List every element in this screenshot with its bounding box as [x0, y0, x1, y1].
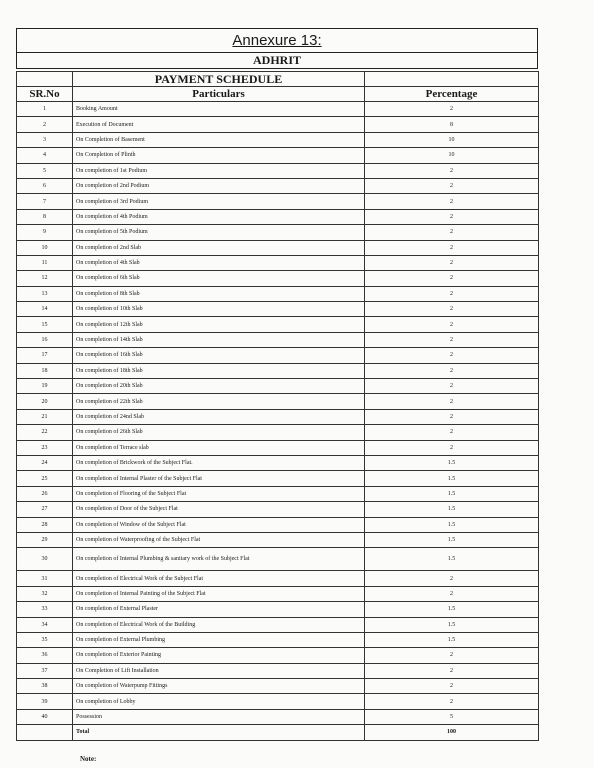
row-particular: On completion of 14th Slab: [73, 332, 365, 347]
row-sr-no: 36: [17, 648, 73, 663]
row-sr-no: 21: [17, 409, 73, 424]
row-particular: On completion of 20th Slab: [73, 379, 365, 394]
row-sr-no: 12: [17, 271, 73, 286]
row-particular: On completion of 4th Slab: [73, 255, 365, 270]
row-percentage: 2: [365, 694, 539, 709]
row-percentage: 2: [365, 225, 539, 240]
row-sr-no: 10: [17, 240, 73, 255]
table-row: [17, 440, 539, 455]
row-particular: On completion of 24nd Slab: [73, 409, 365, 424]
row-percentage: 2: [365, 240, 539, 255]
row-sr-no: 40: [17, 709, 73, 724]
row-percentage: 1.5: [365, 602, 539, 617]
row-particular: On completion of Door of the Subject Flat: [73, 502, 365, 517]
row-percentage: 2: [365, 271, 539, 286]
note-label: Note:: [80, 755, 97, 763]
row-sr-no: 33: [17, 602, 73, 617]
row-percentage: 1.5: [365, 517, 539, 532]
row-particular: On completion of 6th Slab: [73, 271, 365, 286]
row-percentage: 1.5: [365, 617, 539, 632]
row-percentage: 2: [365, 586, 539, 601]
table-row: [17, 571, 539, 586]
row-sr-no: 35: [17, 632, 73, 647]
table-row: [17, 679, 539, 694]
row-sr-no: 15: [17, 317, 73, 332]
table-row: [17, 332, 539, 347]
table-row: [17, 586, 539, 601]
row-particular: On completion of 18th Slab: [73, 363, 365, 378]
row-particular: On Completion of Lift Installation: [73, 663, 365, 678]
row-percentage: 5: [365, 709, 539, 724]
header-sr-no: SR.No: [17, 87, 73, 102]
row-sr-no: 13: [17, 286, 73, 301]
row-sr-no: 22: [17, 425, 73, 440]
table-row: [17, 532, 539, 547]
row-percentage: 1.5: [365, 632, 539, 647]
row-sr-no: 28: [17, 517, 73, 532]
row-sr-no: 24: [17, 455, 73, 470]
row-percentage: 8: [365, 117, 539, 132]
table-row: [17, 348, 539, 363]
row-particular: On completion of 1st Podium: [73, 163, 365, 178]
row-particular: On completion of 12th Slab: [73, 317, 365, 332]
row-particular: On completion of 5th Podium: [73, 225, 365, 240]
table-row: [17, 471, 539, 486]
row-particular: On completion of External Plumbing: [73, 632, 365, 647]
table-row: [17, 286, 539, 301]
table-row: [17, 117, 539, 132]
table-row: [17, 363, 539, 378]
total-label: Total: [73, 725, 365, 740]
row-percentage: 2: [365, 178, 539, 193]
table-row: [17, 694, 539, 709]
row-sr-no: 1: [17, 102, 73, 117]
table-row: [17, 178, 539, 193]
table-row: [17, 409, 539, 424]
row-percentage: 2: [365, 440, 539, 455]
row-percentage: 2: [365, 332, 539, 347]
row-sr-no: 37: [17, 663, 73, 678]
row-sr-no: 9: [17, 225, 73, 240]
row-sr-no: 4: [17, 148, 73, 163]
table-row: [17, 648, 539, 663]
table-row: [17, 394, 539, 409]
row-particular: On completion of 4th Podium: [73, 209, 365, 224]
row-sr-no: 39: [17, 694, 73, 709]
row-percentage: 1.5: [365, 486, 539, 501]
row-sr-no: 38: [17, 679, 73, 694]
row-sr-no: 27: [17, 502, 73, 517]
table-row: [17, 317, 539, 332]
row-sr-no: 19: [17, 379, 73, 394]
row-particular: On completion of 3rd Podium: [73, 194, 365, 209]
row-particular: On completion of Waterproofing of the Subject Flat: [73, 532, 365, 547]
schedule-rows: [17, 102, 539, 725]
table-row: [17, 502, 539, 517]
row-percentage: 10: [365, 148, 539, 163]
row-percentage: 2: [365, 363, 539, 378]
row-particular: On completion of Electrical Work of the Subject Flat: [73, 571, 365, 586]
row-sr-no: 16: [17, 332, 73, 347]
row-sr-no: 30: [17, 548, 73, 571]
row-sr-no: 7: [17, 194, 73, 209]
payment-schedule-table: [16, 71, 539, 741]
row-particular: On completion of Internal Plaster of the Subject Flat: [73, 471, 365, 486]
table-row: [17, 517, 539, 532]
company-name: ADHRIT: [16, 53, 538, 69]
row-percentage: 2: [365, 194, 539, 209]
table-row: [17, 209, 539, 224]
table-row: [17, 455, 539, 470]
row-percentage: 1.5: [365, 502, 539, 517]
row-percentage: 2: [365, 255, 539, 270]
row-percentage: 1.5: [365, 548, 539, 571]
table-row: [17, 602, 539, 617]
row-sr-no: 23: [17, 440, 73, 455]
table-row: [17, 379, 539, 394]
payment-schedule-document: [16, 28, 538, 741]
row-particular: On completion of Flooring of the Subject Flat: [73, 486, 365, 501]
row-sr-no: 29: [17, 532, 73, 547]
row-particular: On completion of External Plaster: [73, 602, 365, 617]
row-particular: On completion of 16th Slab: [73, 348, 365, 363]
table-row: [17, 225, 539, 240]
row-particular: On completion of 10th Slab: [73, 302, 365, 317]
row-percentage: 2: [365, 163, 539, 178]
row-percentage: 2: [365, 209, 539, 224]
table-row: [17, 302, 539, 317]
row-sr-no: 8: [17, 209, 73, 224]
row-particular: On completion of 2nd Podium: [73, 178, 365, 193]
row-particular: Possession: [73, 709, 365, 724]
row-percentage: 2: [365, 571, 539, 586]
row-particular: On completion of 2nd Slab: [73, 240, 365, 255]
row-percentage: 2: [365, 679, 539, 694]
table-row: [17, 240, 539, 255]
row-particular: On completion of Internal Plumbing & sanitary work of the Subject Flat: [73, 548, 365, 571]
row-particular: On completion of Brickwork of the Subject Flat.: [73, 455, 365, 470]
row-percentage: 2: [365, 425, 539, 440]
header-blank-right: [365, 72, 539, 87]
row-sr-no: 25: [17, 471, 73, 486]
row-sr-no: 31: [17, 571, 73, 586]
table-row: [17, 617, 539, 632]
table-row: [17, 102, 539, 117]
table-row: [17, 271, 539, 286]
row-particular: On completion of Waterpump Fittings: [73, 679, 365, 694]
row-percentage: 2: [365, 409, 539, 424]
row-particular: On completion of Internal Painting of the Subject Flat: [73, 586, 365, 601]
row-sr-no: 11: [17, 255, 73, 270]
total-value: 100: [365, 725, 539, 740]
row-particular: On completion of Lobby: [73, 694, 365, 709]
row-percentage: 2: [365, 348, 539, 363]
row-percentage: 1.5: [365, 455, 539, 470]
table-row: [17, 194, 539, 209]
header-particulars: Particulars: [73, 87, 365, 102]
table-row: [17, 486, 539, 501]
annexure-title: Annexure 13:: [232, 32, 322, 49]
row-particular: On completion of Electrical Work of the Building: [73, 617, 365, 632]
row-percentage: 2: [365, 317, 539, 332]
row-percentage: 2: [365, 102, 539, 117]
row-particular: On Completion of Basement: [73, 132, 365, 147]
table-row: [17, 548, 539, 571]
annexure-title-box: [16, 28, 538, 53]
row-percentage: 1.5: [365, 532, 539, 547]
row-particular: On Completion of Plinth: [73, 148, 365, 163]
header-percentage: Percentage: [365, 87, 539, 102]
row-particular: On completion of 22th Slab: [73, 394, 365, 409]
row-particular: On completion of Terrace slab: [73, 440, 365, 455]
total-row: [17, 725, 539, 740]
row-particular: On completion of 26th Slab: [73, 425, 365, 440]
total-blank: [17, 725, 73, 740]
row-percentage: 2: [365, 302, 539, 317]
row-sr-no: 18: [17, 363, 73, 378]
table-row: [17, 663, 539, 678]
row-percentage: 2: [365, 648, 539, 663]
row-particular: On completion of Exterior Painting: [73, 648, 365, 663]
row-sr-no: 14: [17, 302, 73, 317]
row-percentage: 2: [365, 379, 539, 394]
row-sr-no: 34: [17, 617, 73, 632]
row-sr-no: 3: [17, 132, 73, 147]
row-sr-no: 20: [17, 394, 73, 409]
row-sr-no: 6: [17, 178, 73, 193]
row-percentage: 2: [365, 286, 539, 301]
row-percentage: 2: [365, 394, 539, 409]
row-percentage: 10: [365, 132, 539, 147]
table-row: [17, 255, 539, 270]
table-row: [17, 709, 539, 724]
row-sr-no: 5: [17, 163, 73, 178]
row-particular: Booking Amount: [73, 102, 365, 117]
table-row: [17, 632, 539, 647]
header-blank: [17, 72, 73, 87]
row-sr-no: 17: [17, 348, 73, 363]
row-percentage: 2: [365, 663, 539, 678]
schedule-title: PAYMENT SCHEDULE: [73, 72, 365, 87]
row-particular: On completion of Window of the Subject Flat: [73, 517, 365, 532]
row-percentage: 1.5: [365, 471, 539, 486]
row-sr-no: 26: [17, 486, 73, 501]
row-sr-no: 2: [17, 117, 73, 132]
table-row: [17, 132, 539, 147]
row-particular: Execution of Document: [73, 117, 365, 132]
table-row: [17, 425, 539, 440]
row-sr-no: 32: [17, 586, 73, 601]
table-row: [17, 148, 539, 163]
row-particular: On completion of 8th Slab: [73, 286, 365, 301]
table-row: [17, 163, 539, 178]
